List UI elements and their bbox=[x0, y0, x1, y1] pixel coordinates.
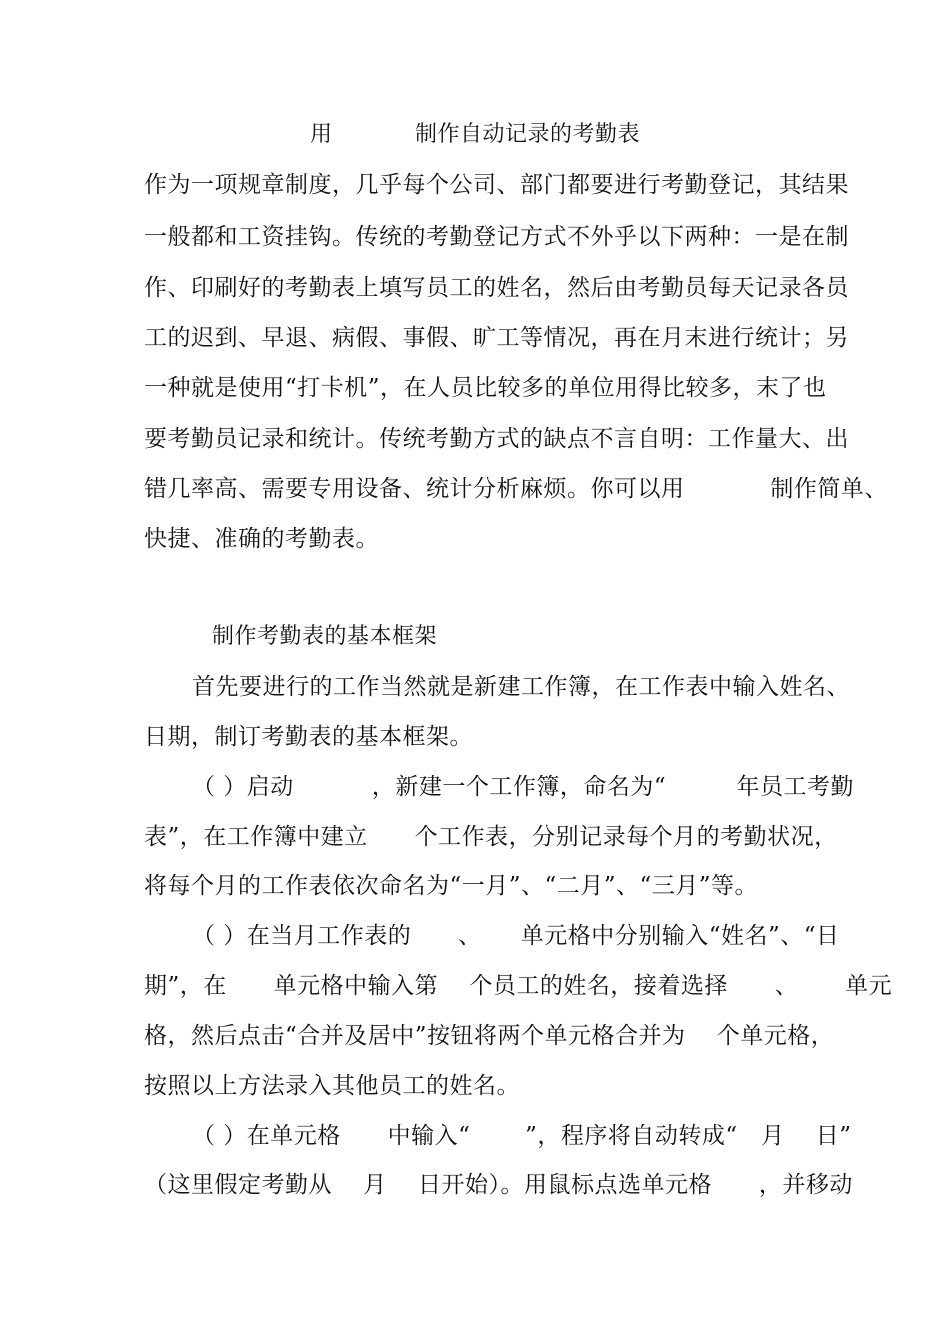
step3-line-2: （这里假定考勤从 月 日开始）。用鼠标点选单元格 ，并移动 bbox=[144, 1172, 853, 1198]
section-heading: 制作考勤表的基本框架 bbox=[212, 624, 438, 649]
intro-line-7: 错几率高、需要专用设备、统计分析麻烦。你可以用 制作简单、 bbox=[144, 476, 888, 502]
intro-line-3: 作、印刷好的考勤表上填写员工的姓名，然后由考勤员每天记录各员 bbox=[144, 275, 849, 301]
step1-line-3: 将每个月的工作表依次命名为“一月”、“二月”、“三月”等。 bbox=[144, 873, 759, 899]
step2-line-2: 期”，在 单元格中输入第 个员工的姓名，接着选择 、 单元 bbox=[144, 973, 893, 999]
intro-line-6: 要考勤员记录和统计。传统考勤方式的缺点不言自明：工作量大、出 bbox=[144, 426, 849, 452]
step1-line-1: （ ）启动 ，新建一个工作簿，命名为“ 年员工考勤 bbox=[192, 774, 854, 800]
step2-line-4: 按照以上方法录入其他员工的姓名。 bbox=[144, 1073, 520, 1099]
intro-line-1: 作为一项规章制度，几乎每个公司、部门都要进行考勤登记，其结果 bbox=[144, 172, 849, 198]
document-title: 用 制作自动记录的考勤表 bbox=[310, 122, 640, 147]
step3-line-1: （ ）在单元格 中输入“ ”，程序将自动转成“ 月 日” bbox=[192, 1123, 852, 1149]
intro-line-4: 工的迟到、早退、病假、事假、旷工等情况，再在月末进行统计；另 bbox=[144, 325, 849, 351]
intro-line-5: 一种就是使用“打卡机”，在人员比较多的单位用得比较多，末了也 bbox=[144, 375, 827, 401]
section-intro-line-1: 首先要进行的工作当然就是新建工作簿，在工作表中输入姓名、 bbox=[192, 674, 850, 700]
step2-line-1: （ ）在当月工作表的 、 单元格中分别输入“姓名”、“日 bbox=[192, 923, 840, 949]
intro-line-2: 一般都和工资挂钩。传统的考勤登记方式不外乎以下两种：一是在制 bbox=[144, 224, 849, 250]
section-intro-line-2: 日期，制订考勤表的基本框架。 bbox=[144, 724, 473, 750]
step1-line-2: 表”，在工作簿中建立 个工作表，分别记录每个月的考勤状况， bbox=[144, 824, 838, 850]
intro-line-8: 快捷、准确的考勤表。 bbox=[144, 526, 379, 552]
step2-line-3: 格，然后点击“合并及居中”按钮将两个单元格合并为 个单元格， bbox=[144, 1023, 835, 1049]
